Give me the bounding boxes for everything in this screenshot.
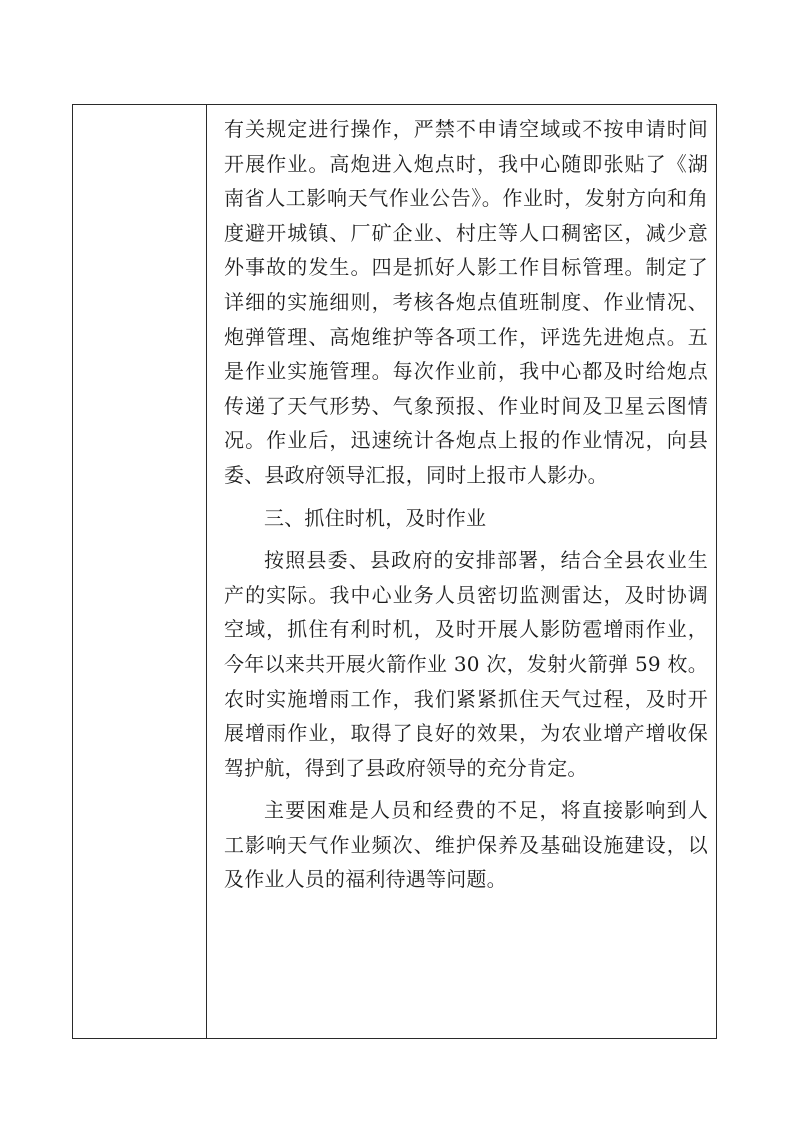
content-cell	[224, 112, 708, 897]
column-divider	[206, 104, 207, 1039]
paragraph-timing: 按照县委、县政府的安排部署，结合全县农业生产的实际。我中心业务人员密切监测雷达，及时协调空域，抓住有利时机，及时开展人影防雹增雨作业，今年以来共开展火箭作业 30 次，发射火箭弹 59 枚。农时实施增雨工作，我们紧紧抓住天气过程，及时开展增雨作业，取得了良好的效果，为农业增产增收保驾护航，得到了县政府领导的充分肯定。	[224, 548, 708, 780]
paragraph-operations: 有关规定进行操作，严禁不申请空域或不按申请时间开展作业。高炮进入炮点时，我中心随即张贴了《湖南省人工影响天气作业公告》。作业时，发射方向和角度避开城镇、厂矿企业、村庄等人口稠密区，减少意外事故的发生。四是抓好人影工作目标管理。制定了详细的实施细则，考核各炮点值班制度、作业情况、炮弹管理、高炮维护等各项工作，评选先进炮点。五是作业实施管理。每次作业前，我中心都及时给炮点传递了天气形势、气象预报、作业时间及卫星云图情况。作业后，迅速统计各炮点上报的作业情况，向县委、县政府领导汇报，同时上报市人影办。	[224, 117, 708, 487]
paragraph-difficulties: 主要困难是人员和经费的不足，将直接影响到人工影响天气作业频次、维护保养及基础设施建设，以及作业人员的福利待遇等问题。	[224, 798, 708, 892]
section-heading-3: 三、抓住时机，及时作业	[264, 505, 487, 530]
